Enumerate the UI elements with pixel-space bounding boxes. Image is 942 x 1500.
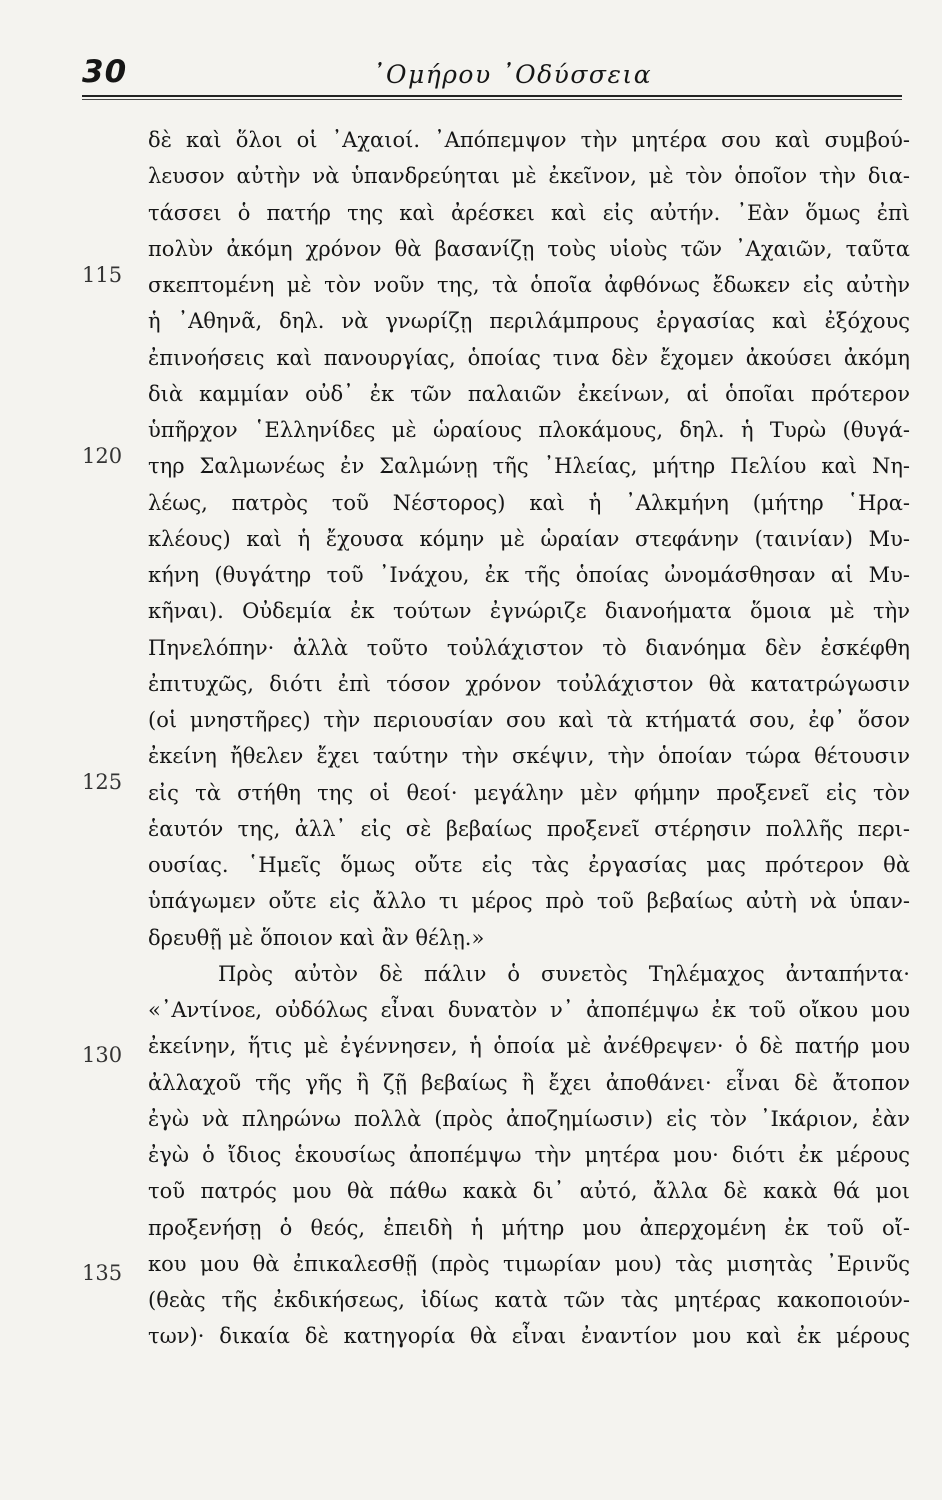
- text-line: κήνη (θυγάτηρ τοῦ ᾽Ινάχου, ἐκ τῆς ὁποίας ὠνομάσθησαν αἱ Μυ-: [148, 563, 910, 587]
- text-line: ἡ ᾽Αθηνᾶ, δηλ. νὰ γνωρίζῃ περιλάμπρους ἐργασίας καὶ ἐξόχους: [148, 309, 910, 334]
- text-line: λευσον αὐτὴν νὰ ὑπανδρεύηται μὲ ἐκεῖνον, μὲ τὸν ὁποῖον τὴν δια-: [148, 164, 910, 189]
- text-line: ὑπάγωμεν οὔτε εἰς ἄλλο τι μέρος πρὸ τοῦ βεβαίως αὐτὴ νὰ ὑπαν-: [148, 889, 910, 914]
- header-rule-thin: [82, 99, 902, 100]
- text-line: Πηνελόπην· ἀλλὰ τοῦτο τοὐλάχιστον τὸ διανόημα δὲν ἐσκέφθη: [148, 635, 910, 660]
- line-number: 115: [82, 263, 123, 287]
- body-text: [148, 122, 910, 1355]
- text-line: ὑπῆρχον ῾Ελληνίδες μὲ ὡραίους πλοκάμους, δηλ. ἡ Τυρὼ (θυγά-: [148, 418, 910, 442]
- line-number: 125: [82, 770, 123, 794]
- text-line: «᾽Αντίνοε, οὐδόλως εἶναι δυνατὸν ν᾽ ἀποπέμψω ἐκ τοῦ οἴκου μου: [148, 998, 910, 1022]
- text-line: ἐκείνην, ἥτις μὲ ἐγέννησεν, ἡ ὁποία μὲ ἀνέθρεψεν· ὁ δὲ πατήρ μου: [148, 1034, 910, 1059]
- text-line: ἐγὼ ὁ ἴδιος ἑκουσίως ἀποπέμψω τὴν μητέρα μου· διότι ἐκ μέρους: [148, 1143, 910, 1167]
- text-line: ἐκείνη ἤθελεν ἔχει ταύτην τὴν σκέψιν, τὴν ὁποίαν τώρα θέτουσιν: [148, 744, 910, 769]
- text-line: κου μου θὰ ἐπικαλεσθῇ (πρὸς τιμωρίαν μου) τὰς μισητὰς ᾽Ερινῦς: [148, 1251, 910, 1276]
- text-line: λέως, πατρὸς τοῦ Νέστορος) καὶ ἡ ᾽Αλκμήνη (μήτηρ ῾Ηρα-: [148, 490, 910, 515]
- text-line: ἀλλαχοῦ τῆς γῆς ἢ ζῇ βεβαίως ἢ ἔχει ἀποθάνει· εἶναι δὲ ἄτοπον: [148, 1070, 910, 1095]
- text-line: τοῦ πατρός μου θὰ πάθω κακὰ δι᾽ αὐτό, ἄλλα δὲ κακὰ θά μοι: [148, 1179, 910, 1204]
- text-line: δὲ καὶ ὅλοι οἱ ᾽Αχαιοί. ᾽Απόπεμψον τὴν μητέρα σου καὶ συμβού-: [148, 128, 910, 152]
- text-line: κῆναι). Οὐδεμία ἐκ τούτων ἐγνώριζε διανοήματα ὅμοια μὲ τὴν: [148, 599, 910, 624]
- text-line: κλέους) καὶ ἡ ἔχουσα κόμην μὲ ὡραίαν στεφάνην (ταινίαν) Μυ-: [148, 526, 910, 551]
- text-line: ουσίας. ῾Ημεῖς ὅμως οὔτε εἰς τὰς ἐργασίας μας πρότερον θὰ: [148, 853, 910, 877]
- book-title: ᾽Ομήρου ᾽Οδύσσεια: [372, 60, 653, 89]
- text-line: σκεπτομένη μὲ τὸν νοῦν της, τὰ ὁποῖα ἀφθόνως ἔδωκεν εἰς αὐτὴν: [148, 273, 910, 297]
- text-line: τάσσει ὁ πατήρ της καὶ ἀρέσκει καὶ εἰς αὐτήν. ᾽Εὰν ὅμως ἐπὶ: [148, 200, 910, 225]
- text-line: δρευθῇ μὲ ὅποιον καὶ ἂν θέλῃ.»: [148, 925, 485, 950]
- text-line: (οἱ μνηστῆρες) τὴν περιουσίαν σου καὶ τὰ κτήματά σου, ἐφ᾽ ὅσον: [148, 708, 910, 732]
- text-line: προξενήσῃ ὁ θεός, ἐπειδὴ ἡ μήτηρ μου ἀπερχομένη ἐκ τοῦ οἴ-: [148, 1215, 910, 1240]
- text-line: (θεὰς τῆς ἐκδικήσεως, ἰδίως κατὰ τῶν τὰς μητέρας κακοποιούν-: [148, 1288, 910, 1312]
- text-line: εἰς τὰ στήθη της οἱ θεοί· μεγάλην μὲν φήμην προξενεῖ εἰς τὸν: [148, 780, 910, 805]
- text-line: τηρ Σαλμωνέως ἐν Σαλμώνῃ τῆς ᾽Ηλείας, μήτηρ Πελίου καὶ Νη-: [148, 454, 910, 479]
- text-line: ἑαυτόν της, ἀλλ᾽ εἰς σὲ βεβαίως προξενεῖ στέρησιν πολλῆς περι-: [148, 816, 910, 841]
- line-number: 135: [82, 1261, 123, 1285]
- running-head: [82, 48, 902, 94]
- text-line: ἐπιτυχῶς, διότι ἐπὶ τόσον χρόνον τοὐλάχιστον θὰ κατατρώγωσιν: [148, 671, 910, 696]
- line-number: 130: [82, 1043, 123, 1067]
- text-line: των)· δικαία δὲ κατηγορία θὰ εἶναι ἐναντίον μου καὶ ἐκ μέρους: [148, 1324, 910, 1349]
- page-number: 30: [82, 54, 128, 90]
- line-number: 120: [82, 444, 123, 468]
- text-line: ἐπινοήσεις καὶ πανουργίας, ὁποίας τινα δὲν ἔχομεν ἀκούσει ἀκόμη: [148, 345, 910, 370]
- text-line: διὰ καμμίαν οὐδ᾽ ἐκ τῶν παλαιῶν ἐκείνων, αἱ ὁποῖαι πρότερον: [148, 381, 910, 406]
- text-line: Πρὸς αὐτὸν δὲ πάλιν ὁ συνετὸς Τηλέμαχος ἀνταπήντα·: [218, 961, 910, 986]
- text-line: ἐγὼ νὰ πληρώνω πολλὰ (πρὸς ἀποζημίωσιν) εἰς τὸν ᾽Ικάριον, ἐὰν: [148, 1106, 910, 1131]
- header-rule: [82, 95, 902, 97]
- text-line: πολὺν ἀκόμη χρόνον θὰ βασανίζῃ τοὺς υἱοὺς τῶν ᾽Αχαιῶν, ταῦτα: [148, 236, 910, 261]
